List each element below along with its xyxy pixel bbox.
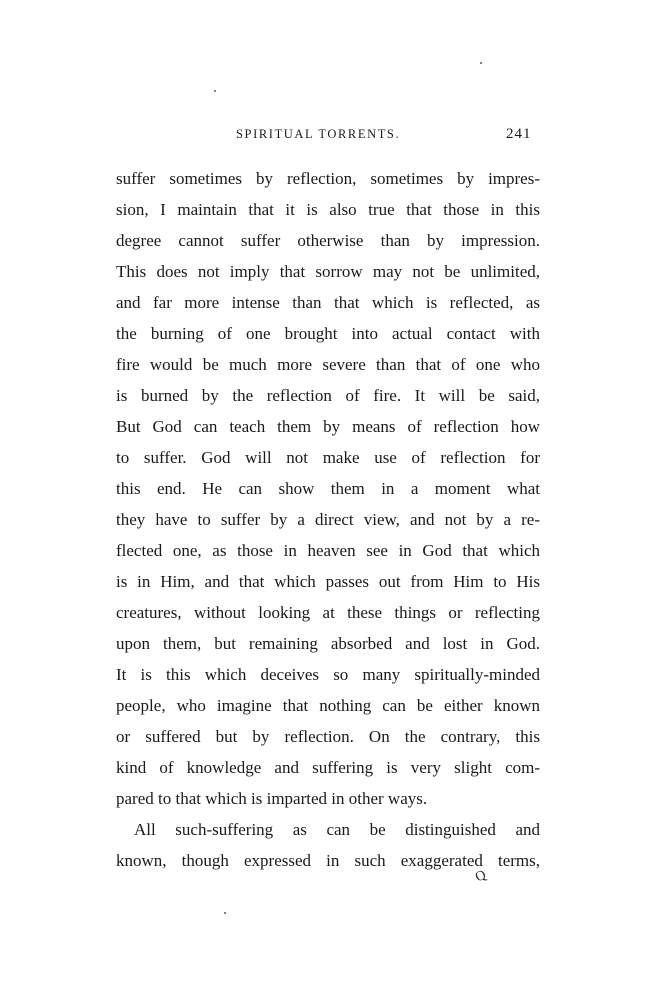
text-line: is burned by the reflection of fire. It will be said, [116, 386, 540, 405]
text-line: All such-suffering as can be distinguished and [134, 820, 540, 839]
text-line: they have to suffer by a direct view, and not by a re- [116, 510, 540, 529]
text-line: known, though expressed in such exaggerated terms, [116, 851, 540, 870]
body-text [116, 163, 540, 876]
text-line: people, who imagine that nothing can be either known [116, 696, 540, 715]
text-line: this end. He can show them in a moment what [116, 479, 540, 498]
text-line: This does not imply that sorrow may not be unlimited, [116, 262, 540, 281]
running-title: SPIRITUAL TORRENTS. [236, 127, 401, 141]
running-head [0, 124, 654, 144]
text-line: or suffered but by reflection. On the contrary, this [116, 727, 540, 746]
text-line: upon them, but remaining absorbed and lost in God. [116, 634, 540, 653]
text-line: pared to that which is imparted in other ways. [116, 789, 428, 808]
text-line: But God can teach them by means of reflection how [116, 417, 540, 436]
print-speck [214, 90, 216, 92]
text-line: sion, I maintain that it is also true that those in this [116, 200, 540, 219]
text-line: to suffer. God will not make use of reflection for [116, 448, 540, 467]
text-line: It is this which deceives so many spiritually-minded [116, 665, 540, 684]
text-line: kind of knowledge and suffering is very slight com- [116, 758, 540, 777]
text-line: fire would be much more severe than that of one who [116, 355, 540, 374]
page-number: 241 [506, 126, 532, 142]
text-line: and far more intense than that which is reflected, as [116, 293, 540, 312]
text-line: creatures, without looking at these things or reflecting [116, 603, 540, 622]
print-speck [480, 62, 482, 64]
text-line: flected one, as those in heaven see in God that which [116, 541, 540, 560]
print-speck [224, 912, 226, 914]
text-line: is in Him, and that which passes out from Him to His [116, 572, 540, 591]
text-line: suffer sometimes by reflection, sometimes by impres- [116, 169, 540, 188]
signature-mark: Q [473, 867, 489, 886]
text-line: degree cannot suffer otherwise than by impression. [116, 231, 540, 250]
text-line: the burning of one brought into actual contact with [116, 324, 540, 343]
